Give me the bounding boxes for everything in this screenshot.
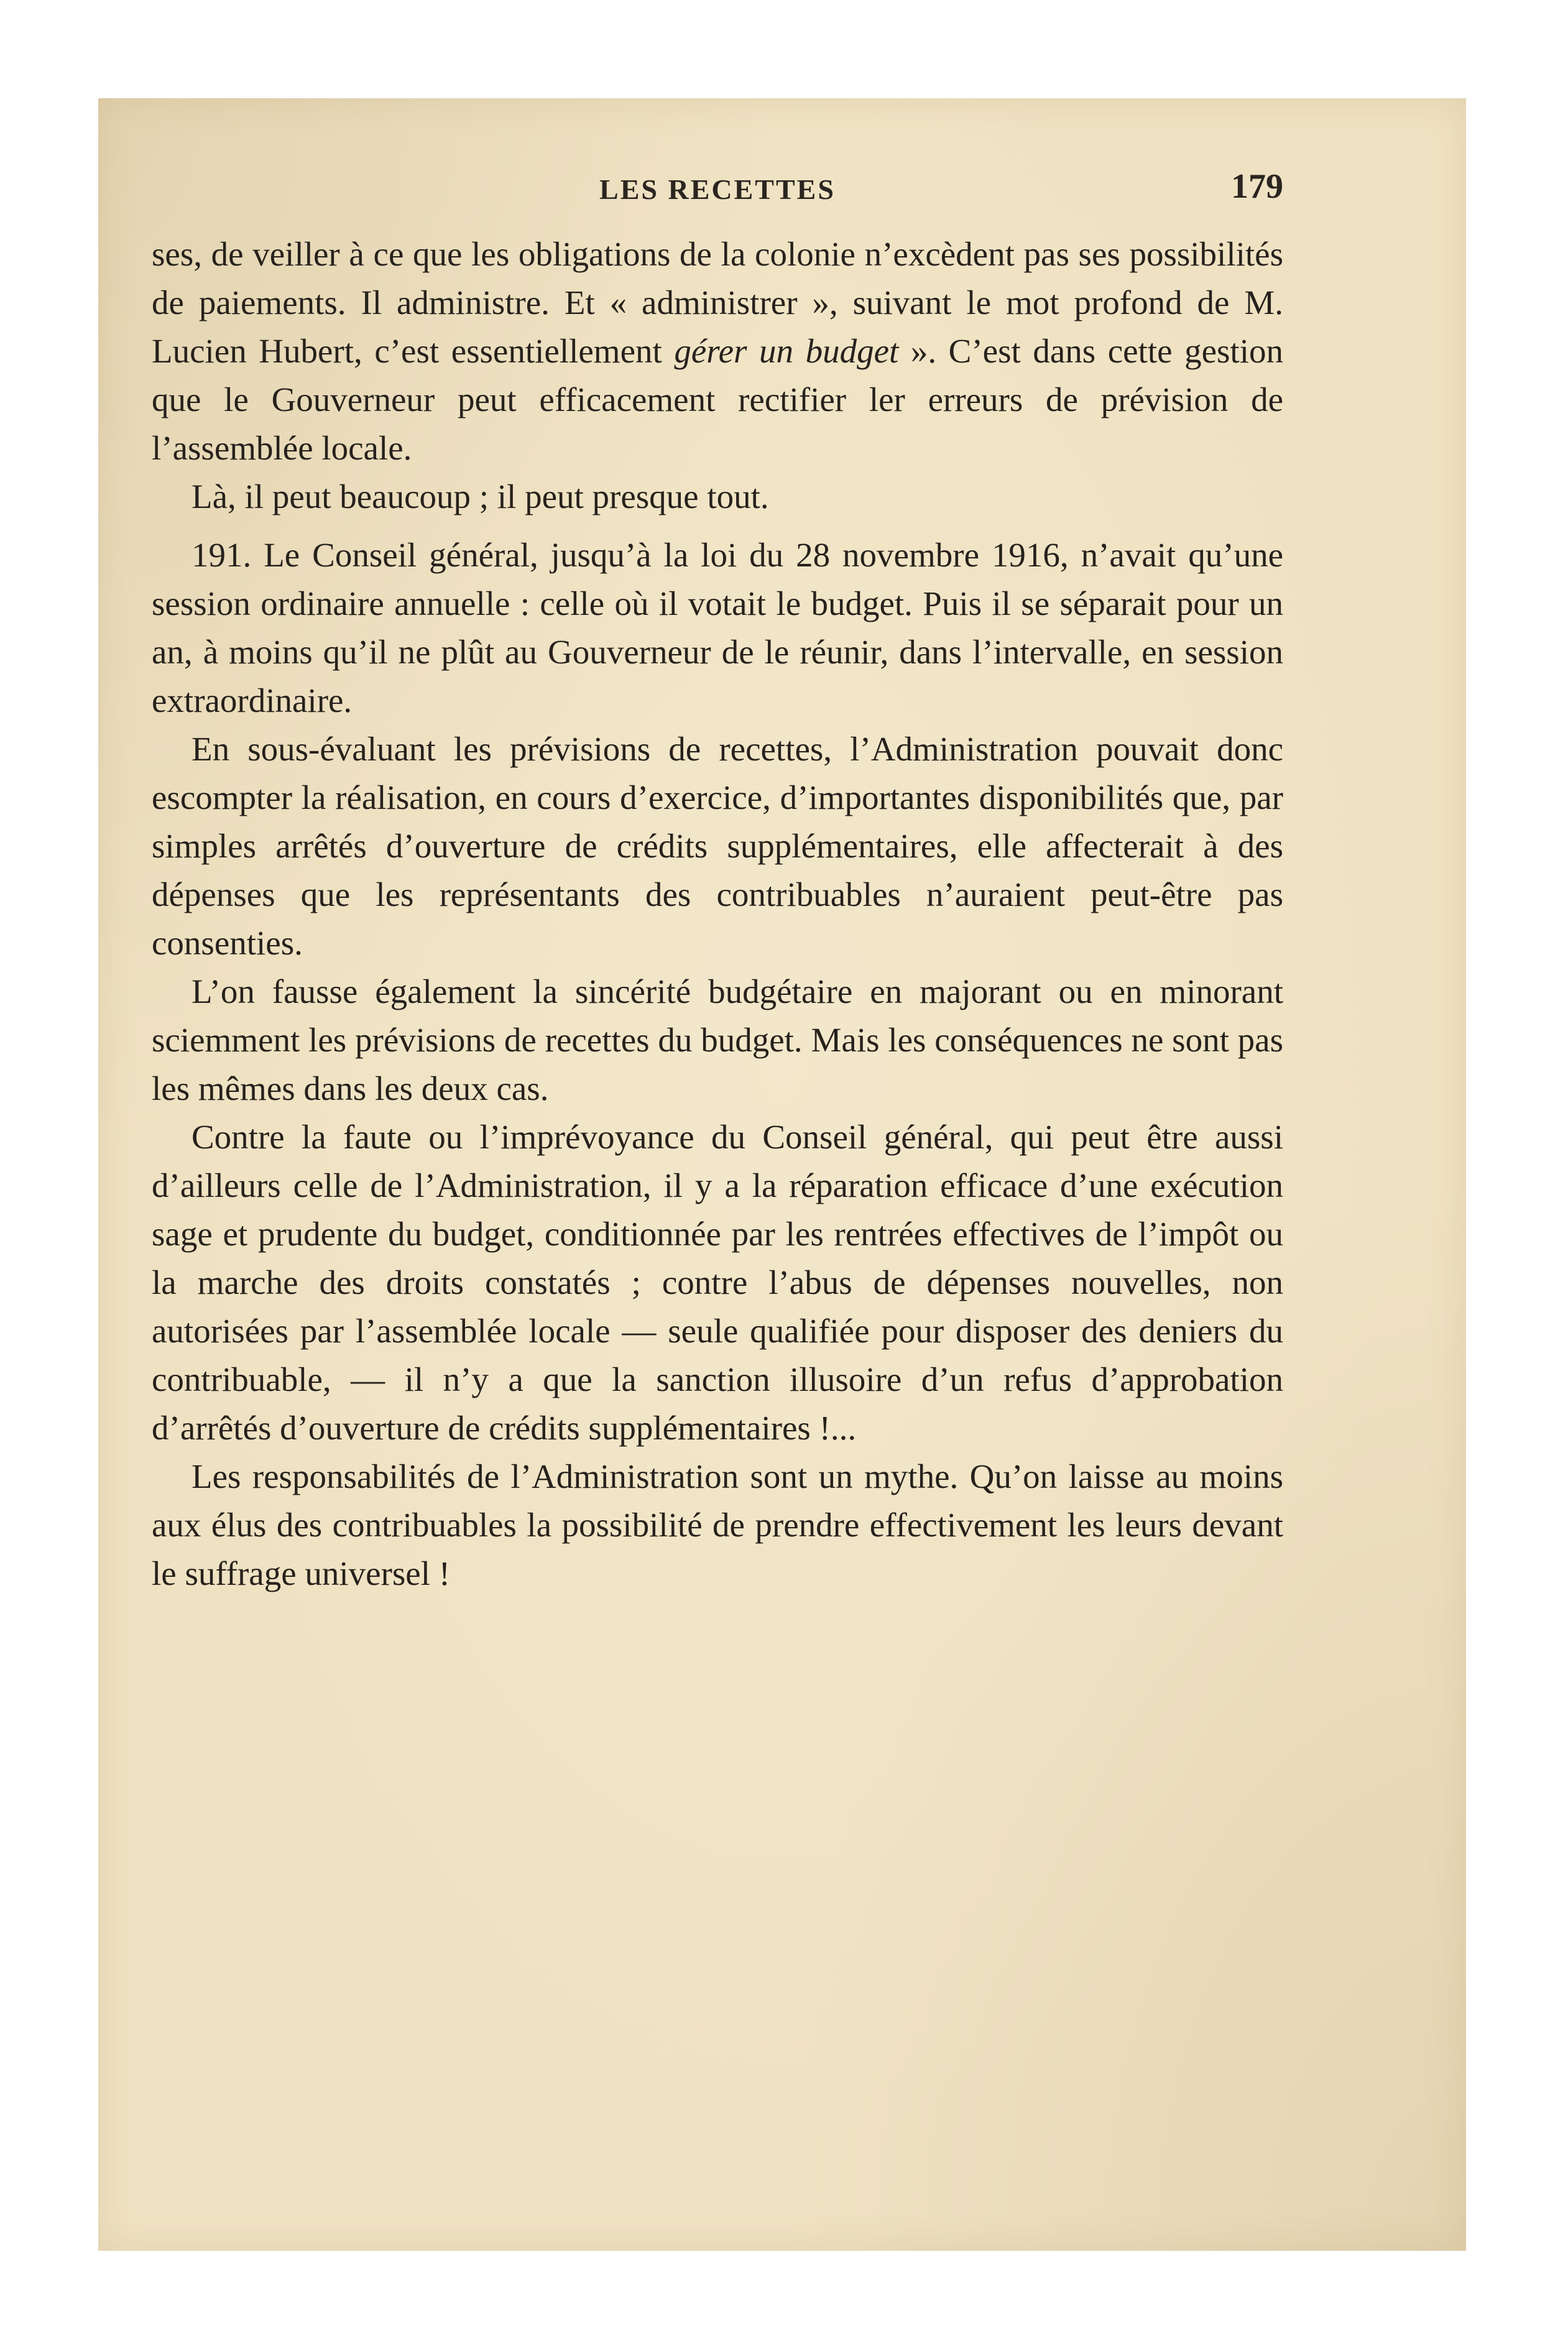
paragraph-5 [152, 967, 1283, 1113]
paragraph-7 [152, 1452, 1283, 1598]
paragraph-1-text-a: ses, de veiller à ce que les obligations de la colonie n’excèdent pas ses possibilités de paiements. Il administre. Et « administrer », suivant le mot profond de M. Lucien Hubert, c’est essentiellement [152, 235, 1283, 370]
page-number: 179 [1231, 167, 1283, 206]
paragraph-6-text: Contre la faute ou l’imprévoyance du Conseil général, qui peut être aussi d’ailleurs celle de l’Administration, il y a la réparation efficace d’une exécution sage et prudente du budget, conditionnée par les rentrées effectives de l’impôt ou la marche des droits constatés ; contre l’abus de dépenses nouvelles, non autorisées par l’assemblée locale — seule qualifiée pour disposer des deniers du contribuable, — il n’y a que la sanction illusoire d’un refus d’approbation d’arrêtés d’ouverture de crédits supplémentaires !... [152, 1118, 1283, 1447]
running-head: LES RECETTES [599, 173, 836, 205]
paragraph-7-text: Les responsabilités de l’Administration sont un mythe. Qu’on laisse au moins aux élus des contribuables la possibilité de prendre effectivement les leurs devant le suffrage universel ! [152, 1457, 1283, 1592]
paragraph-5-text: L’on fausse également la sincérité budgétaire en majorant ou en minorant sciemment les prévisions de recettes du budget. Mais les conséquences ne sont pas les mêmes dans les deux cas. [152, 972, 1283, 1107]
paragraph-4 [152, 725, 1283, 967]
paragraph-1-text-b: ». C’est dans cette gestion que le Gouverneur peut efficacement rectifier ler erreurs de prévision de l’assemblée locale. [152, 332, 1283, 467]
paragraph-2-text: Là, il peut beaucoup ; il peut presque tout. [191, 478, 769, 515]
paragraph-6 [152, 1113, 1283, 1452]
page-header [152, 167, 1283, 210]
paragraph-191-text: 191. Le Conseil général, jusqu’à la loi du 28 novembre 1916, n’avait qu’une session ordinaire annuelle : celle où il votait le budget. Puis il se séparait pour un an, à moins qu’il ne plût au Gouverneur de le réunir, dans l’intervalle, en session extraordinaire. [152, 536, 1283, 719]
body-text [152, 230, 1283, 1598]
paragraph-1 [152, 230, 1283, 473]
emphasis-gerer-un-budget: gérer un budget [674, 332, 899, 370]
paragraph-4-text: En sous-évaluant les prévisions de recettes, l’Administration pouvait donc escompter la réalisation, en cours d’exercice, d’importantes disponibilités que, par simples arrêtés d’ouverture de crédits supplémentaires, elle affecterait à des dépenses que les représentants des contribuables n’auraient peut-être pas consenties. [152, 730, 1283, 962]
paragraph-2 [152, 473, 1283, 521]
paragraph-191 [152, 531, 1283, 725]
